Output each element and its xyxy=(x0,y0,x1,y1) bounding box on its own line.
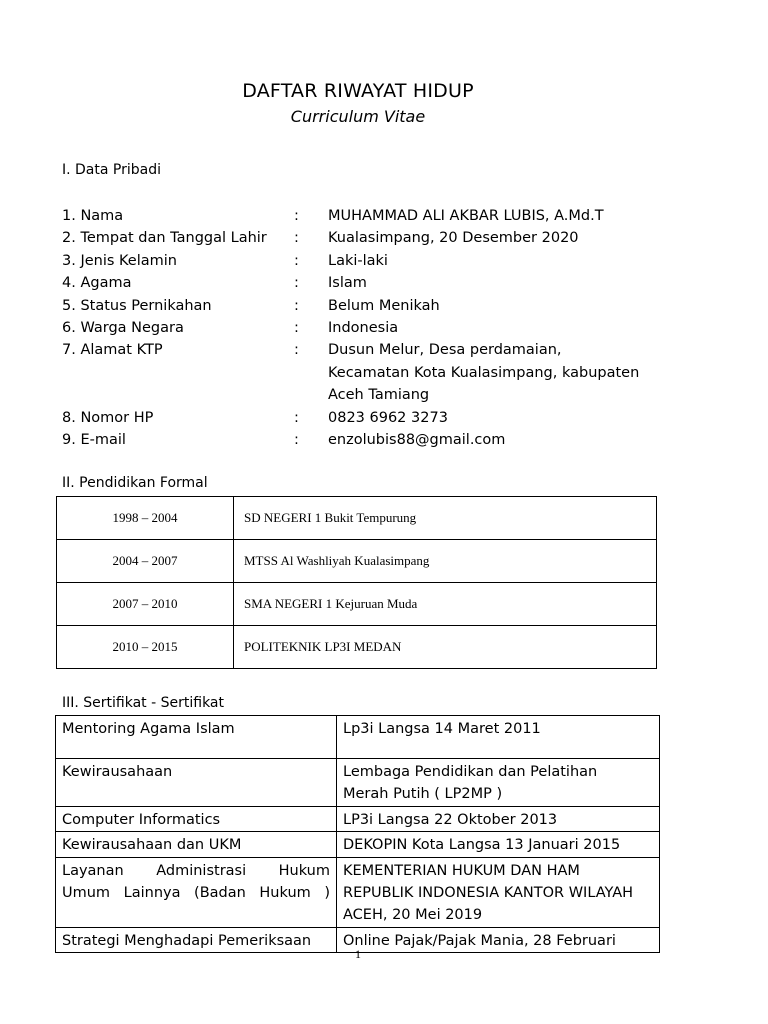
personal-data-value xyxy=(328,250,658,272)
personal-data-value xyxy=(328,317,658,339)
certificate-name-line: Computer Informatics xyxy=(62,811,221,828)
education-years: 2004 – 2007 xyxy=(57,540,234,583)
certificate-issuer xyxy=(337,759,660,807)
personal-data-value-line: Islam xyxy=(328,275,367,292)
education-school: MTSS Al Washliyah Kualasimpang xyxy=(234,540,657,583)
certificate-issuer-line: LP3i Langsa 22 Oktober 2013 xyxy=(343,811,558,828)
personal-data-value-line: Kualasimpang, 20 Desember 2020 xyxy=(328,230,579,247)
education-school: POLITEKNIK LP3I MEDAN xyxy=(234,626,657,669)
personal-data-label: 4. Agama xyxy=(62,275,132,292)
personal-data-row xyxy=(62,205,702,227)
personal-data-separator: : xyxy=(294,432,299,449)
section-heading-certificates: III. Sertifikat - Sertifikat xyxy=(62,695,225,711)
personal-data-value xyxy=(328,272,658,294)
personal-data-separator: : xyxy=(294,342,299,359)
certificate-issuer-line: REPUBLIK INDONESIA KANTOR WILAYAH xyxy=(343,885,634,902)
certificate-name xyxy=(56,832,337,857)
page-number: 1 xyxy=(355,947,361,961)
certificate-name-line: Kewirausahaan dan UKM xyxy=(62,837,242,854)
personal-data-value xyxy=(328,407,658,429)
personal-data-row xyxy=(62,227,702,249)
personal-data-label: 1. Nama xyxy=(62,208,124,224)
certificate-name-line: Strategi Menghadapi Pemeriksaan xyxy=(62,932,312,949)
personal-data-value-line: Aceh Tamiang xyxy=(328,387,430,404)
certificate-issuer-line: ACEH, 20 Mei 2019 xyxy=(343,907,483,924)
personal-data-separator: : xyxy=(294,208,299,224)
personal-data-separator: : xyxy=(294,275,299,292)
personal-data-label: 2. Tempat dan Tanggal Lahir xyxy=(62,230,267,247)
personal-data-label: 9. E-mail xyxy=(62,432,126,449)
personal-data-value-line: MUHAMMAD ALI AKBAR LUBIS, A.Md.T xyxy=(328,208,604,224)
document-subtitle: Curriculum Vitae xyxy=(290,107,426,126)
education-years: 2010 – 2015 xyxy=(57,626,234,669)
certificate-row xyxy=(56,857,660,927)
personal-data-value xyxy=(328,429,658,451)
certificate-issuer-line: Merah Putih ( LP2MP ) xyxy=(343,786,503,803)
certificate-issuer-line: DEKOPIN Kota Langsa 13 Januari 2015 xyxy=(343,837,621,854)
personal-data-value-line: enzolubis88@gmail.com xyxy=(328,432,506,449)
certificate-issuer xyxy=(337,806,660,831)
personal-data-row xyxy=(62,339,702,406)
personal-data-label: 3. Jenis Kelamin xyxy=(62,252,177,269)
personal-data-separator: : xyxy=(294,409,299,426)
certificates-table xyxy=(55,715,660,953)
personal-data-value-line: Belum Menikah xyxy=(328,297,440,314)
personal-data-value-line: Laki-laki xyxy=(328,252,388,269)
education-row xyxy=(57,540,657,583)
personal-data-row xyxy=(62,407,702,429)
certificate-row xyxy=(56,759,660,807)
certificate-name xyxy=(56,759,337,807)
section-heading-personal: I. Data Pribadi xyxy=(62,162,161,178)
education-years: 1998 – 2004 xyxy=(57,497,234,540)
certificate-issuer xyxy=(337,716,660,759)
section-heading-education: II. Pendidikan Formal xyxy=(62,475,208,491)
education-row xyxy=(57,497,657,540)
personal-data-separator: : xyxy=(294,320,299,337)
personal-data-separator: : xyxy=(294,297,299,314)
certificate-row xyxy=(56,832,660,857)
certificate-issuer xyxy=(337,857,660,927)
certificate-name xyxy=(56,857,337,927)
education-row xyxy=(57,583,657,626)
personal-data-separator: : xyxy=(294,252,299,269)
personal-data-label: 8. Nomor HP xyxy=(62,409,154,426)
personal-data-label: 6. Warga Negara xyxy=(62,320,184,337)
certificate-issuer-line: KEMENTERIAN HUKUM DAN HAM xyxy=(343,862,580,879)
personal-data-label: 5. Status Pernikahan xyxy=(62,297,212,314)
personal-data-row xyxy=(62,272,702,294)
personal-data-value xyxy=(328,295,658,317)
personal-data-value-line: 0823 6962 3273 xyxy=(328,409,448,426)
personal-data-value xyxy=(328,339,658,406)
certificate-name-line: Layanan Administrasi Hukum xyxy=(62,862,330,879)
certificate-issuer-line: Lembaga Pendidikan dan Pelatihan xyxy=(343,764,598,780)
personal-data-value-line: Indonesia xyxy=(328,320,399,337)
personal-data-row xyxy=(62,295,702,317)
document-title: DAFTAR RIWAYAT HIDUP xyxy=(242,80,474,102)
certificate-issuer xyxy=(337,832,660,857)
certificate-row xyxy=(56,716,660,759)
personal-data-row xyxy=(62,429,702,451)
education-years: 2007 – 2010 xyxy=(57,583,234,626)
certificate-name xyxy=(56,806,337,831)
certificate-name-line: Umum Lainnya (Badan Hukum ) xyxy=(62,885,330,902)
education-row xyxy=(57,626,657,669)
personal-data-value xyxy=(328,227,658,249)
education-school: SMA NEGERI 1 Kejuruan Muda xyxy=(234,583,657,626)
certificate-issuer-line: Online Pajak/Pajak Mania, 28 Februari xyxy=(343,932,616,949)
personal-data-value-line: Dusun Melur, Desa perdamaian, xyxy=(328,342,562,359)
certificate-issuer-line: Lp3i Langsa 14 Maret 2011 xyxy=(343,721,541,737)
personal-data-value-line: Kecamatan Kota Kualasimpang, kabupaten xyxy=(328,364,640,381)
certificate-name-line: Mentoring Agama Islam xyxy=(62,721,235,737)
certificate-name xyxy=(56,716,337,759)
education-school: SD NEGERI 1 Bukit Tempurung xyxy=(234,497,657,540)
certificate-name-line: Kewirausahaan xyxy=(62,764,173,780)
personal-data-row xyxy=(62,317,702,339)
personal-data-label: 7. Alamat KTP xyxy=(62,342,163,359)
personal-data-list xyxy=(62,205,702,451)
education-table xyxy=(56,496,657,669)
personal-data-value xyxy=(328,205,658,227)
personal-data-separator: : xyxy=(294,230,299,247)
certificate-row xyxy=(56,806,660,831)
personal-data-row xyxy=(62,250,702,272)
